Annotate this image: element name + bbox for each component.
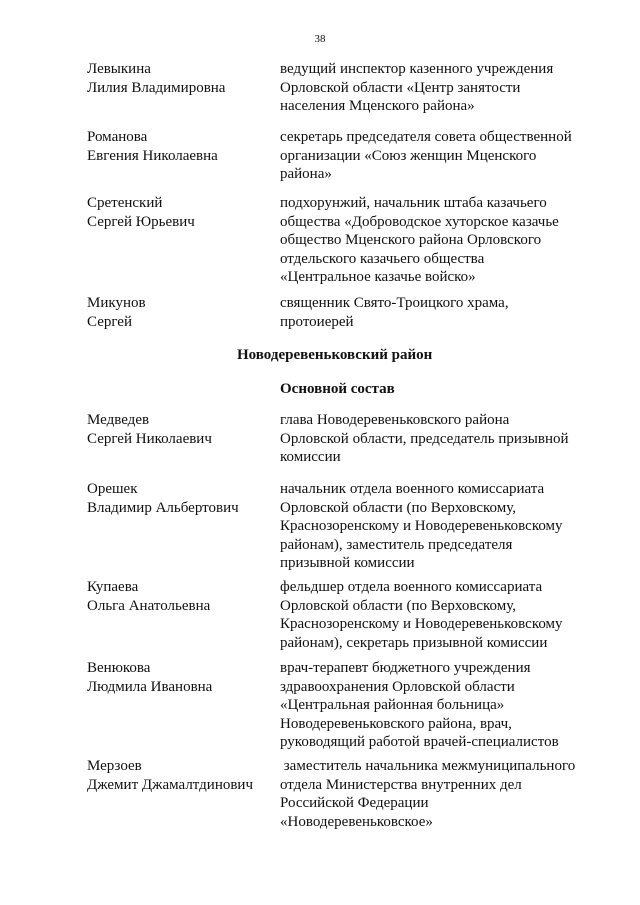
position-line: «Центральная районная больница» bbox=[280, 697, 505, 713]
position-line: фельдшер отдела военного комиссариата bbox=[280, 579, 543, 595]
position-line: Орловской области (по Верховскому, bbox=[280, 499, 516, 516]
position-line: Краснозоренскому и Новодеревеньковскому bbox=[280, 616, 563, 632]
position-line: Новодеревеньковского района, врач, bbox=[280, 715, 512, 732]
member-position bbox=[280, 411, 600, 467]
position-line: общества «Доброводское хуторское казачье bbox=[280, 213, 559, 230]
position-line: Российской Федерации bbox=[280, 795, 429, 811]
member-position bbox=[280, 294, 600, 331]
position-line: района» bbox=[280, 166, 332, 182]
position-line: «Новодеревеньковское» bbox=[280, 813, 433, 830]
position-line: Орловской области (по Верховскому, bbox=[280, 597, 516, 614]
member-surname: Мерзоев bbox=[87, 758, 142, 774]
member-name bbox=[87, 578, 272, 615]
position-line: общество Мценского района Орловского bbox=[280, 232, 542, 248]
position-line: комиссии bbox=[280, 449, 341, 465]
position-line: заместитель начальника межмуниципального bbox=[280, 758, 576, 774]
position-line: организации «Союз женщин Мценского bbox=[280, 147, 537, 164]
member-given-names: Людмила Ивановна bbox=[87, 678, 213, 695]
member-position bbox=[280, 194, 600, 287]
member-given-names: Сергей Юрьевич bbox=[87, 213, 195, 230]
member-given-names: Евгения Николаевна bbox=[87, 147, 218, 164]
position-line: священник Свято-Троицкого храма, bbox=[280, 295, 509, 311]
district-heading: Новодеревеньковский район bbox=[237, 347, 433, 363]
member-given-names: Джемит Джамалтдинович bbox=[87, 776, 253, 793]
member-name bbox=[87, 480, 272, 517]
member-name bbox=[87, 411, 272, 448]
position-line: подхорунжий, начальник штаба казачьего bbox=[280, 195, 547, 211]
member-surname: Романова bbox=[87, 129, 148, 145]
position-line: Орловской области «Центр занятости bbox=[280, 79, 521, 96]
member-position bbox=[280, 757, 600, 831]
member-surname: Купаева bbox=[87, 579, 139, 595]
member-surname: Орешек bbox=[87, 481, 138, 497]
position-line: протоиерей bbox=[280, 313, 354, 330]
position-line: районам), секретарь призывной комиссии bbox=[280, 634, 548, 651]
member-surname: Микунов bbox=[87, 295, 146, 311]
position-line: «Центральное казачье войско» bbox=[280, 269, 476, 285]
position-line: Краснозоренскому и Новодеревеньковскому bbox=[280, 518, 563, 534]
position-line: врач-терапевт бюджетного учреждения bbox=[280, 660, 531, 676]
position-line: руководящий работой врачей-специалистов bbox=[280, 734, 559, 750]
position-line: отдела Министерства внутренних дел bbox=[280, 776, 522, 793]
position-line: здравоохранения Орловской области bbox=[280, 678, 515, 695]
position-line: глава Новодеревеньковского района bbox=[280, 412, 510, 428]
member-given-names: Сергей Николаевич bbox=[87, 430, 212, 447]
position-line: призывной комиссии bbox=[280, 555, 415, 571]
member-surname: Сретенский bbox=[87, 195, 163, 211]
position-line: отдельского казачьего общества bbox=[280, 250, 485, 267]
member-position bbox=[280, 60, 600, 116]
position-line: секретарь председателя совета общественной bbox=[280, 129, 572, 145]
composition-heading: Основной состав bbox=[280, 381, 395, 397]
member-surname: Медведев bbox=[87, 412, 150, 428]
member-given-names: Владимир Альбертович bbox=[87, 499, 239, 516]
position-line: начальник отдела военного комиссариата bbox=[280, 481, 545, 497]
position-line: ведущий инспектор казенного учреждения bbox=[280, 61, 554, 77]
member-surname: Венюкова bbox=[87, 660, 151, 676]
member-name bbox=[87, 659, 272, 696]
member-name bbox=[87, 128, 272, 165]
member-position bbox=[280, 578, 600, 652]
member-position bbox=[280, 128, 600, 184]
member-position bbox=[280, 480, 600, 573]
position-line: Орловской области, председатель призывной bbox=[280, 430, 569, 447]
member-given-names: Ольга Анатольевна bbox=[87, 597, 211, 614]
position-line: населения Мценского района» bbox=[280, 98, 475, 114]
member-surname: Левыкина bbox=[87, 61, 151, 77]
member-position bbox=[280, 659, 600, 752]
member-name bbox=[87, 194, 272, 231]
member-name bbox=[87, 757, 272, 794]
page-number: 38 bbox=[314, 33, 326, 45]
member-given-names: Лилия Владимировна bbox=[87, 79, 226, 96]
position-line: районам), заместитель председателя bbox=[280, 536, 513, 553]
member-name bbox=[87, 294, 272, 331]
member-name bbox=[87, 60, 272, 97]
member-given-names: Сергей bbox=[87, 313, 132, 330]
